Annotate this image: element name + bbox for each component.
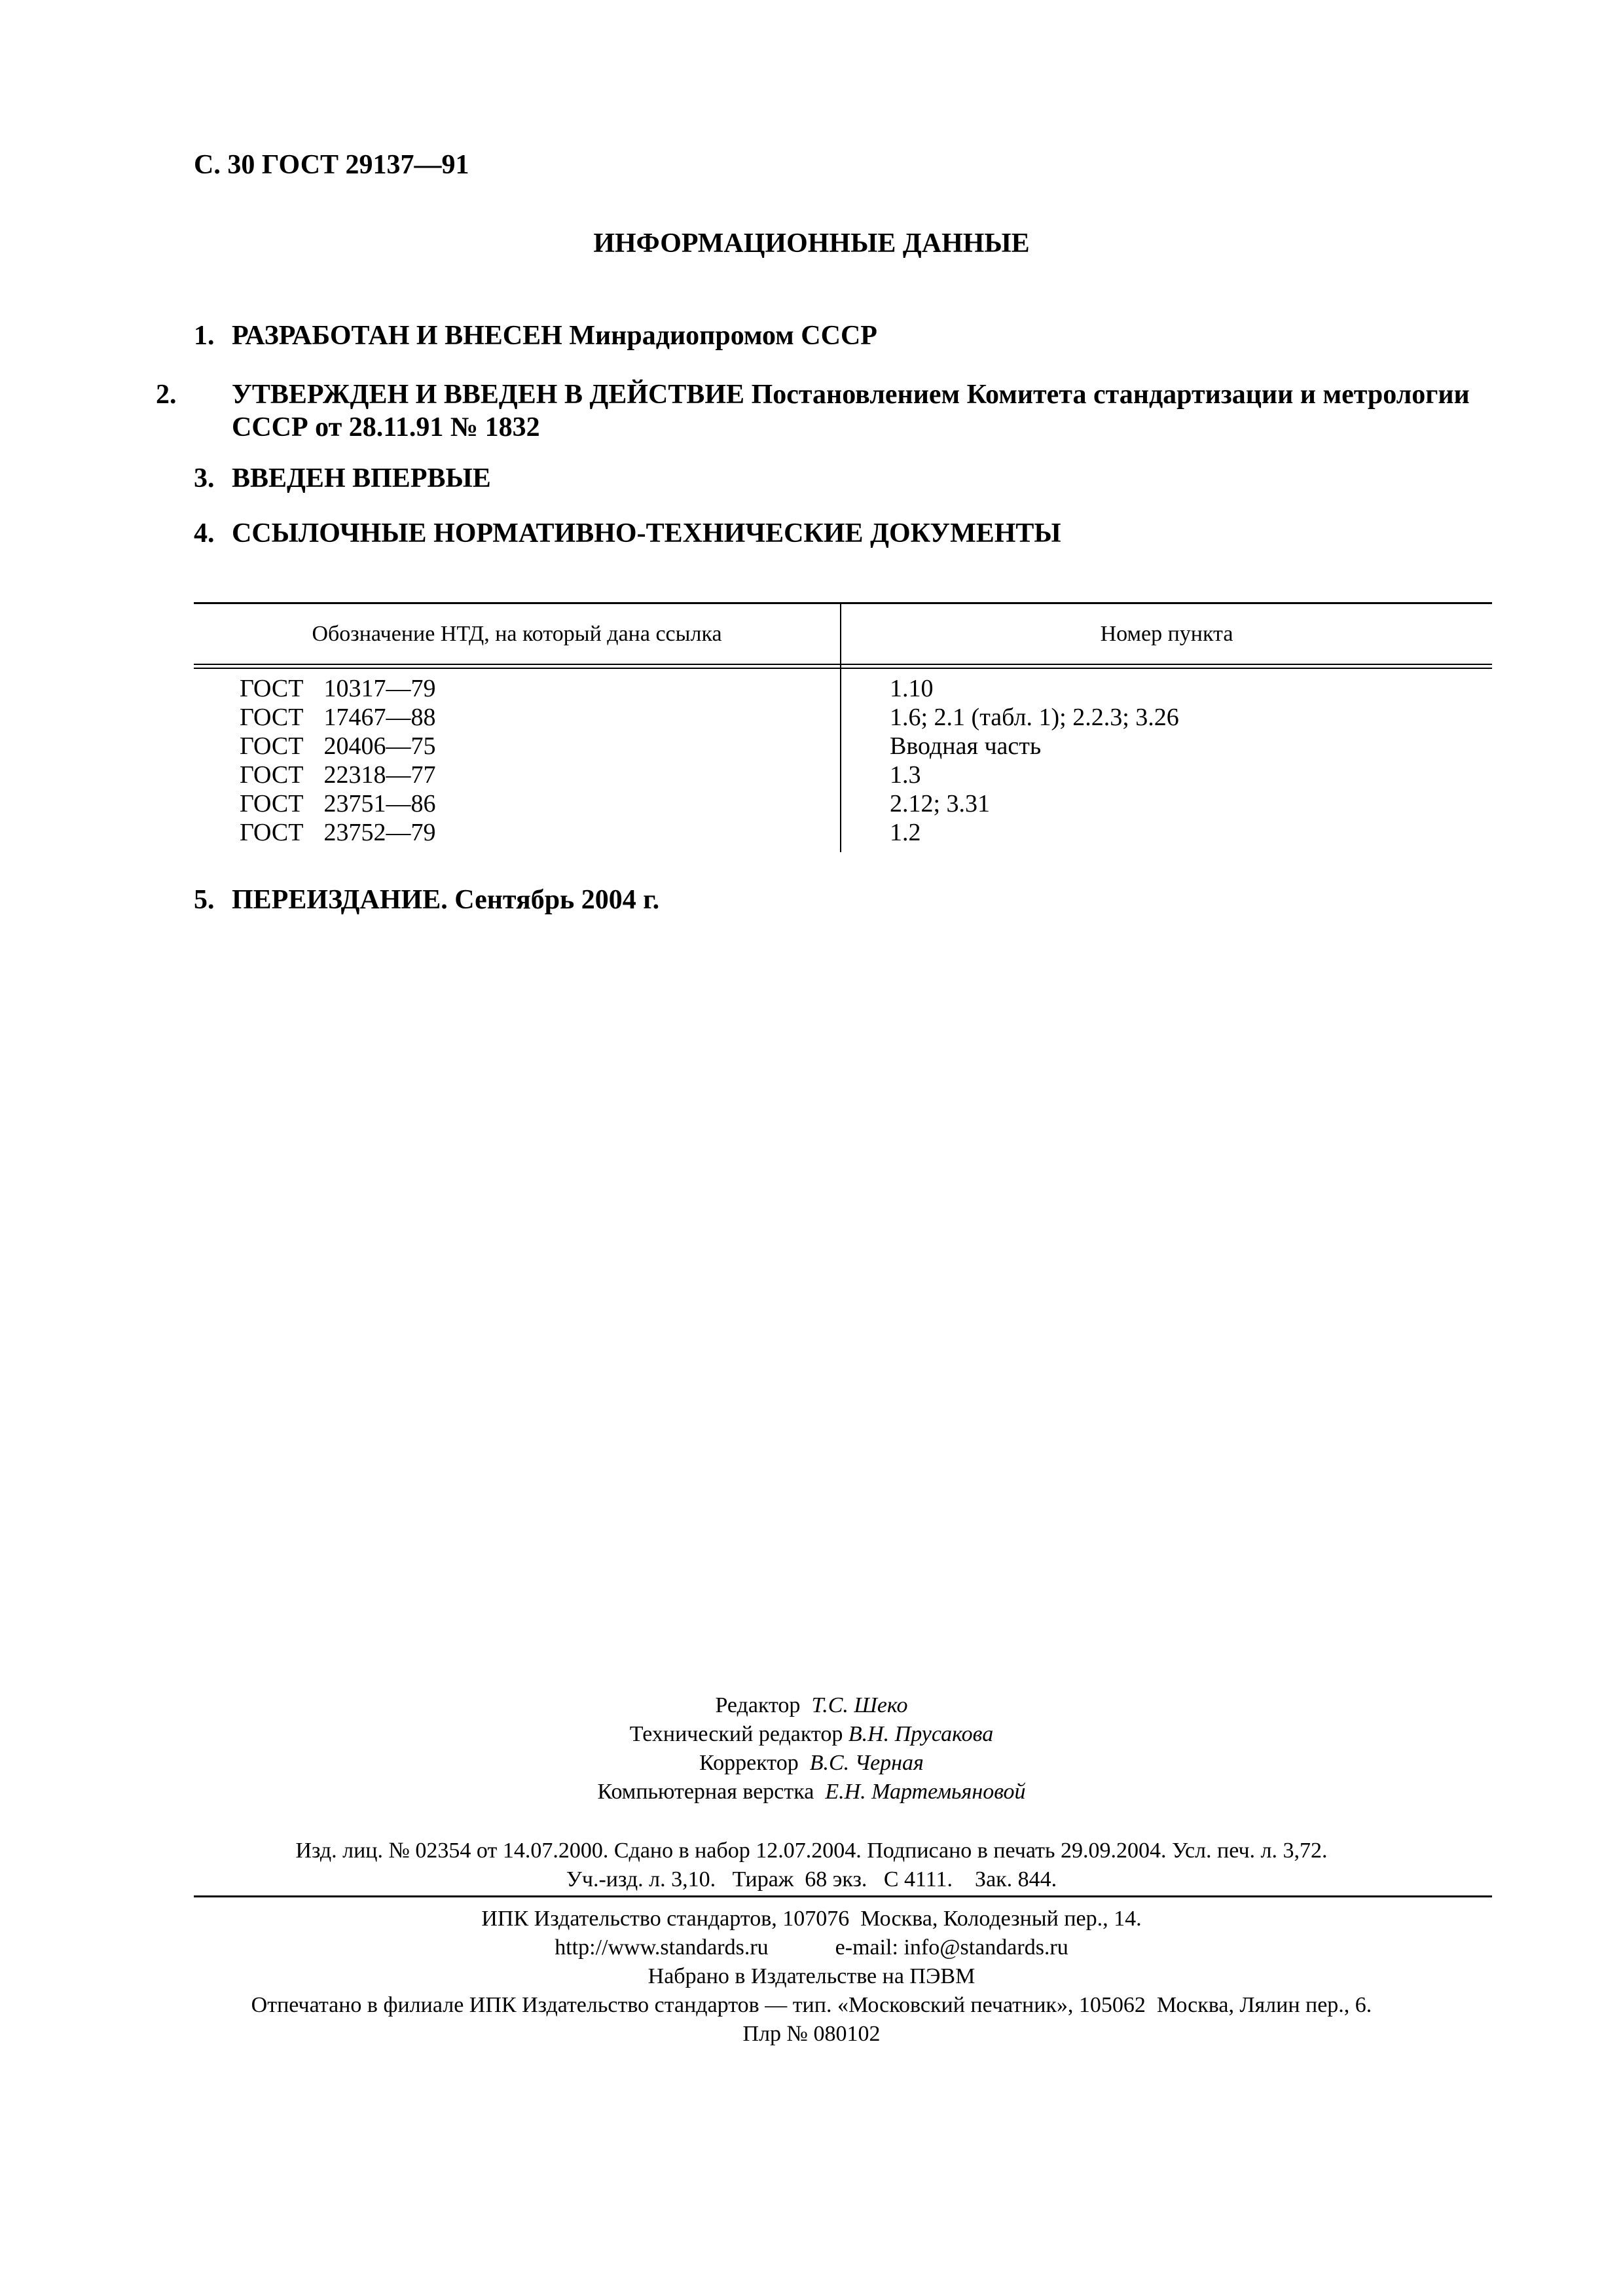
table-cell: 1.2 [890, 819, 921, 846]
item-heading: ВВЕДЕН ВПЕРВЫЕ [232, 463, 491, 493]
printer-line: Отпечатано в филиале ИПК Издательство стандартов — тип. «Московский печатник», 105062 Москва, Лялин пер., 6. [251, 1993, 1372, 2017]
item-heading: ПЕРЕИЗДАНИЕ. [232, 885, 448, 915]
table-cell: ГОСТ 20406—75 [240, 732, 436, 760]
item-number: 5. [194, 885, 215, 915]
item-number: 2. [156, 380, 177, 410]
table-cell: ГОСТ 17467—88 [240, 704, 436, 731]
item-heading: УТВЕРЖДЕН И ВВЕДЕН В ДЕЙСТВИЕ [232, 380, 745, 410]
publication-line: Уч.-изд. л. 3,10. Тираж 68 экз. С 4111. Зак. 844. [566, 1867, 1057, 1892]
document-title: ИНФОРМАЦИОННЫЕ ДАННЫЕ [593, 228, 1030, 259]
table-cell: ГОСТ 23751—86 [240, 790, 436, 817]
table-column-clause [890, 674, 1179, 847]
printer-details [0, 1905, 1623, 2049]
table-cell: 1.6; 2.1 (табл. 1); 2.2.3; 3.26 [890, 704, 1179, 731]
credit-line [0, 1720, 1623, 1749]
table-cell: ГОСТ 23752—79 [240, 819, 436, 846]
publication-details [0, 1837, 1623, 1894]
item-number: 3. [194, 463, 215, 493]
table-header-rule [194, 668, 1492, 669]
item-text: Постановлением Комитета стандартизации и метрологии СССР от 28.11.91 № 1832 [232, 380, 1470, 442]
printer-line: Набрано в Издательстве на ПЭВМ [647, 1964, 976, 1988]
table-column-designation [240, 674, 436, 847]
item-text: Сентябрь 2004 г. [447, 885, 660, 915]
imprint-divider [194, 1895, 1492, 1897]
table-header-rule [194, 664, 1492, 665]
table-header-designation: Обозначение НТД, на который дана ссылка [312, 622, 722, 646]
credit-role: Корректор [699, 1751, 799, 1775]
info-item-5 [194, 884, 1497, 916]
info-item-2 [156, 378, 1497, 444]
publication-line: Изд. лиц. № 02354 от 14.07.2000. Сдано в набор 12.07.2004. Подписано в печать 29.09.2004. Усл. печ. л. 3,72. [295, 1839, 1328, 1863]
item-number: 1. [194, 321, 215, 351]
reference-documents-table [194, 602, 1492, 852]
printer-line: http://www.standards.ru e-mail: info@standards.ru [555, 1935, 1068, 1960]
table-cell: ГОСТ 22318—77 [240, 761, 436, 789]
credit-person: В.С. Черная [809, 1751, 924, 1775]
table-cell: Вводная часть [890, 732, 1042, 760]
info-item-4 [194, 517, 1497, 550]
item-number: 4. [194, 518, 215, 548]
table-cell: 2.12; 3.31 [890, 790, 991, 817]
credit-person: Т.С. Шеко [811, 1693, 908, 1717]
credit-person: В.Н. Прусакова [848, 1722, 994, 1746]
printer-line: Плр № 080102 [742, 2022, 881, 2046]
item-heading: РАЗРАБОТАН И ВНЕСЕН [232, 321, 562, 351]
table-cell: 1.3 [890, 761, 921, 789]
credit-line [0, 1691, 1623, 1720]
info-item-3 [194, 462, 1497, 495]
credit-person: Е.Н. Мартемьяновой [825, 1780, 1026, 1804]
page-header: С. 30 ГОСТ 29137—91 [194, 150, 469, 180]
credit-line [0, 1778, 1623, 1806]
credit-role: Компьютерная верстка [597, 1780, 814, 1804]
table-top-rule [194, 602, 1492, 604]
table-header-clause: Номер пункта [1100, 622, 1233, 646]
credit-role: Редактор [715, 1693, 801, 1717]
info-item-1 [194, 319, 1497, 352]
printer-line: ИПК Издательство стандартов, 107076 Москва, Колодезный пер., 14. [481, 1907, 1142, 1931]
item-text: Минрадиопромом СССР [562, 321, 877, 351]
table-cell: 1.10 [890, 675, 934, 702]
credit-line [0, 1749, 1623, 1778]
credit-role: Технический редактор [629, 1722, 843, 1746]
item-heading: ССЫЛОЧНЫЕ НОРМАТИВНО-ТЕХНИЧЕСКИЕ ДОКУМЕНТЫ [232, 518, 1061, 548]
credits-block [0, 1691, 1623, 1806]
table-cell: ГОСТ 10317—79 [240, 675, 436, 702]
